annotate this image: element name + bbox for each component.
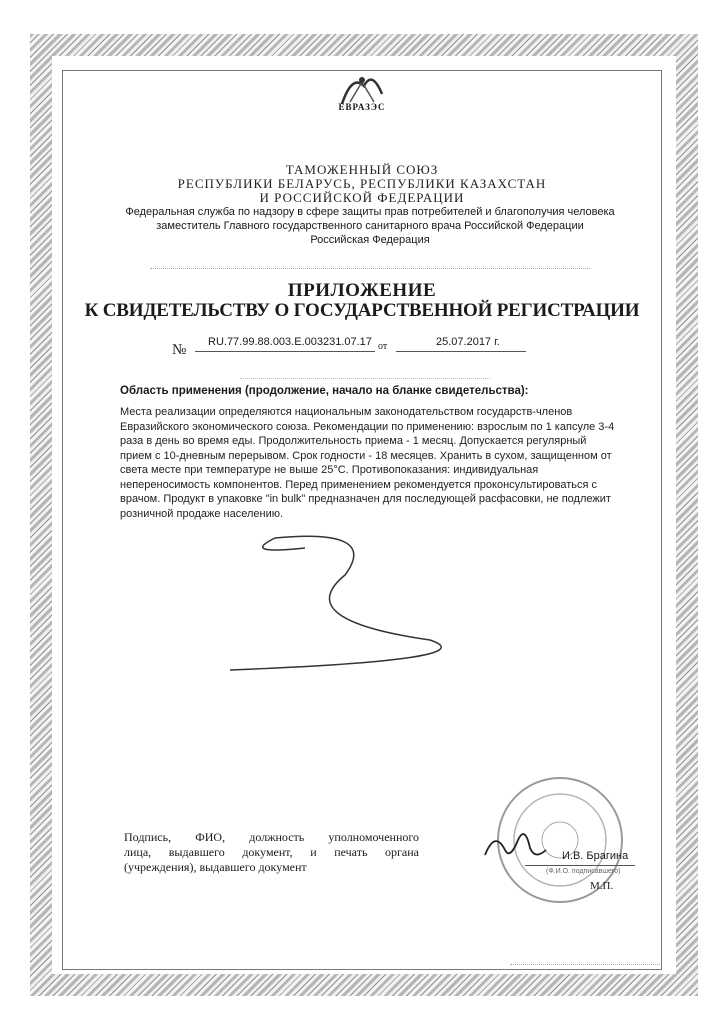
handwritten-signature-icon (480, 820, 550, 870)
number-sign: № (172, 342, 187, 358)
document-subtitle: К СВИДЕТЕЛЬСТВУ О ГОСУДАРСТВЕННОЙ РЕГИСТРАЦИИ (84, 300, 640, 321)
divider (150, 268, 590, 269)
caption-line-3: (учреждения), выдавшего документ (124, 860, 307, 874)
from-label: от (378, 341, 388, 352)
emblem-label: ЕВРАЗЭС (338, 102, 386, 112)
certificate-number: RU.77.99.88.003.E.003231.07.17 (208, 336, 372, 348)
caption-line-1: Подпись, ФИО, должность уполномоченного (124, 830, 419, 844)
scope-heading: Область применения (продолжение, начало на бланке свидетельства): (120, 385, 529, 397)
number-underline (195, 351, 375, 352)
fio-hint: (Ф.И.О. подписавшего) (546, 868, 621, 875)
bottom-divider (510, 964, 660, 965)
seal-label: М.П. (590, 880, 614, 892)
header-line-2: РЕСПУБЛИКИ БЕЛАРУСЬ, РЕСПУБЛИКИ КАЗАХСТАН (177, 176, 547, 191)
signature-caption (124, 830, 419, 875)
signer-name: И.В. Брагина (562, 850, 629, 862)
authority-line-3: Российская Федерация (310, 234, 430, 246)
hint-divider (240, 378, 490, 379)
authority-line-2: заместитель Главного государственного санитарного врача Российской Федерации (156, 220, 584, 232)
document-title: ПРИЛОЖЕНИЕ (287, 280, 437, 301)
cancel-stroke-icon (230, 530, 480, 680)
header-line-1: ТАМОЖЕННЫЙ СОЮЗ (285, 162, 439, 177)
date-underline (396, 351, 526, 352)
authority-line-1: Федеральная служба по надзору в сфере защиты прав потребителей и благополучия человека (125, 206, 615, 218)
caption-line-2: лица, выдавшего документ, и печать органа (124, 845, 419, 859)
certificate-date: 25.07.2017 г. (436, 336, 500, 348)
header-line-3: И РОССИЙСКОЙ ФЕДЕРАЦИИ (259, 190, 465, 205)
scope-text: Места реализации определяются национальным законодательством государств-членов Евразийского экономического союза. Рекомендации по применению: взрослым по 1 капсуле 3-4 раза в день во время еды. Продолжительность приема - 1 месяц. Допускается регулярный прием с 10-дневным перерывом. Срок годности - 18 месяцев. Хранить в сухом, защищенном от света месте при температуре не выше 25°С. Противопоказания: индивидуальная непереносимость компонентов. Перед применением рекомендуется проконсультироваться с врачом. Продукт в упаковке "in bulk" предназначен для последующей расфасовки, не подлежит розничной продаже населению. (120, 406, 615, 520)
signer-underline (525, 865, 635, 866)
